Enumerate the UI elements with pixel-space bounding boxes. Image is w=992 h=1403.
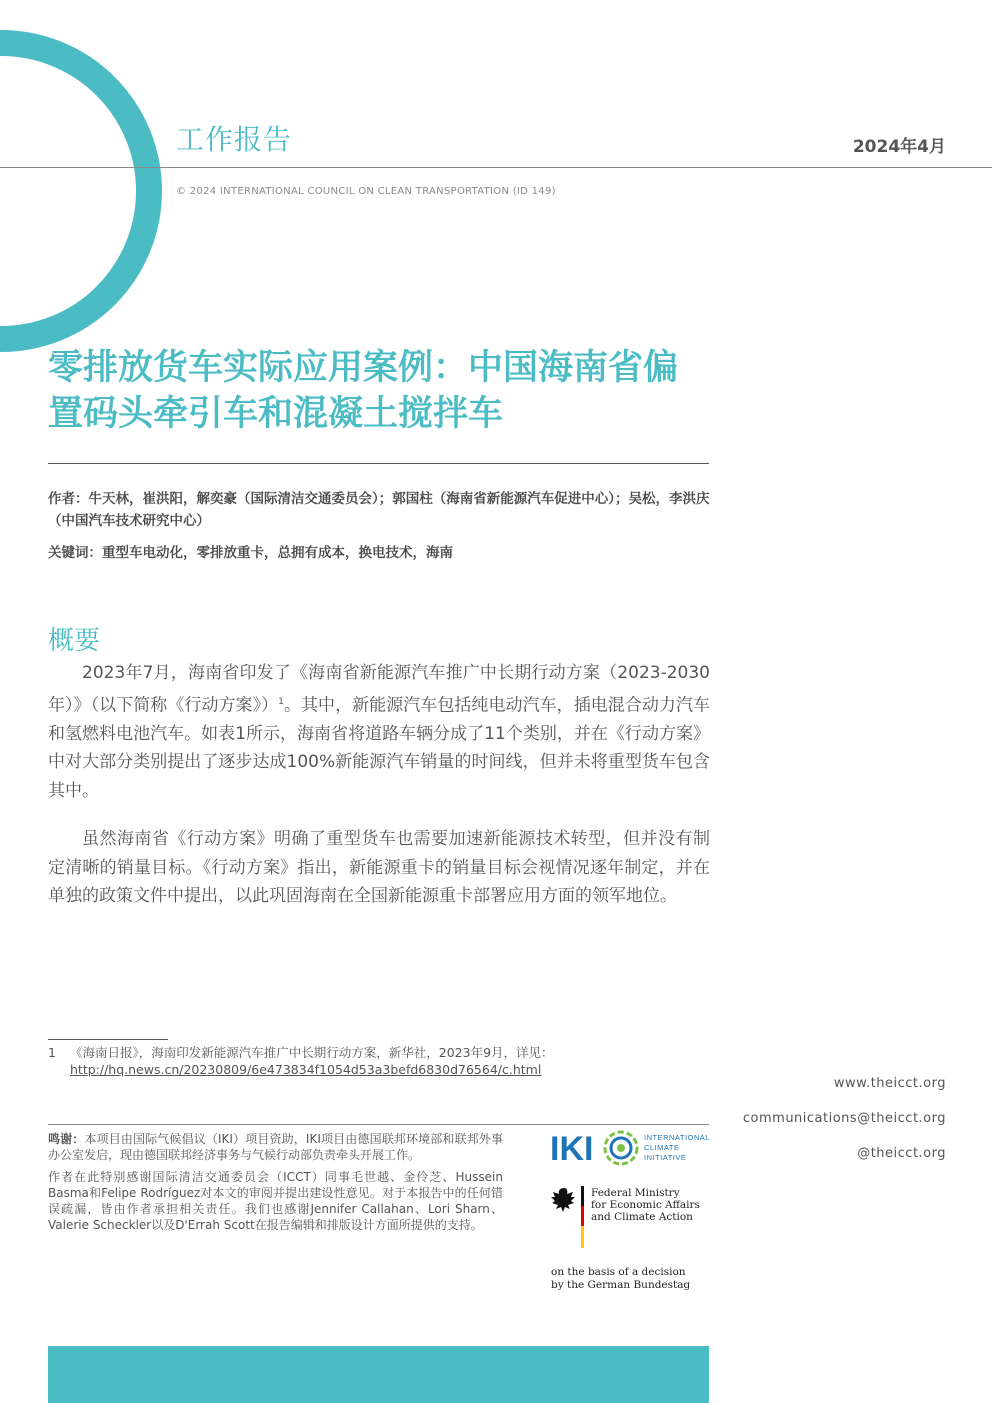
authors-text: 牛天林，崔洪阳，解奕豪（国际清洁交通委员会）；郭国柱（海南省新能源汽车促进中心）；吴松，李洪庆（中国汽车技术研究中心） xyxy=(48,491,710,529)
section-heading-summary: 概要 xyxy=(48,626,101,656)
ministry-line-2: for Economic Affairs xyxy=(591,1199,700,1211)
keywords xyxy=(48,542,713,564)
eagle-emblem-icon xyxy=(551,1188,575,1212)
authors-label: 作者： xyxy=(48,491,89,507)
contact-social-handle[interactable]: @theicct.org xyxy=(857,1146,946,1161)
ministry-line-1: Federal Ministry xyxy=(591,1187,680,1199)
document-title xyxy=(48,345,718,437)
iki-line-1: INTERNATIONAL xyxy=(644,1133,710,1142)
report-type: 工作报告 xyxy=(176,123,293,156)
title-divider xyxy=(48,463,709,464)
keywords-text: 重型车电动化，零排放重卡，总拥有成本，换电技术，海南 xyxy=(102,545,453,561)
title-line-1: 零排放货车实际应用案例：中国海南省偏 xyxy=(48,348,679,388)
decision-line-2: by the German Bundestag xyxy=(551,1279,691,1291)
footer-color-bar xyxy=(48,1346,709,1403)
footnote-body xyxy=(70,1044,710,1078)
footnote xyxy=(48,1044,710,1078)
contact-website[interactable]: www.theicct.org xyxy=(833,1076,946,1091)
iki-ring-icon xyxy=(605,1132,637,1164)
summary-paragraph-2: 虽然海南省《行动方案》明确了重型货车也需要加速新能源技术转型，但并没有制定清晰的销量目标。《行动方案》指出，新能源重卡的销量目标会视情况逐年制定，并在单独的政策文件中提出，以此巩固海南在全国新能源重卡部署应用方面的领军地位。 xyxy=(48,829,710,906)
acknowledgments-label: 鸣谢： xyxy=(48,1132,85,1146)
acknowledgments-divider xyxy=(48,1124,709,1125)
iki-logo xyxy=(550,1128,720,1168)
paragraph-1-part-a: 2023年7月，海南省印发了《海南省新能源汽车推广中长期行动方案（2023-2030年）》（以下简称《行动方案》） xyxy=(48,663,710,716)
acknowledgments-text-1: 本项目由国际气候倡议（IKI）项目资助，IKI项目由德国联邦环境部和联邦外事办公室发启，现由德国联邦经济事务与气候行动部负责牵头开展工作。 xyxy=(48,1132,503,1162)
acknowledgments-paragraph-1 xyxy=(48,1131,503,1163)
title-line-2: 置码头牵引车和混凝土搅拌车 xyxy=(48,394,504,434)
decision-line-1: on the basis of a decision xyxy=(551,1266,686,1278)
acknowledgments-paragraph-2: 作者在此特别感谢国际清洁交通委员会（ICCT）同事毛世越、金伶芝、Hussein Basma和Felipe Rodríguez对本文的审阅并提出建设性意见。对于本报告中的任何错误疏漏，皆由作者承担相关责任。我们也感谢Jennifer Callahan、Lori Sharn、Valerie Scheckler以及D'Errah Scott在报告编辑和排版设计方面所提供的支持。 xyxy=(48,1170,503,1232)
copyright-notice: © 2024 INTERNATIONAL COUNCIL ON CLEAN TRANSPORTATION (ID 149) xyxy=(176,186,556,197)
footnote-divider xyxy=(48,1039,168,1040)
bundestag-decision-note xyxy=(551,1266,690,1292)
footnote-link[interactable]: http://hq.news.cn/20230809/6e473834f1054d53a3befd6830d76564/c.html xyxy=(70,1062,542,1077)
footnote-text: 《海南日报》，海南印发新能源汽车推广中长期行动方案，新华社，2023年9月，详见： xyxy=(70,1045,554,1060)
flag-stripe-gold xyxy=(581,1226,584,1248)
iki-line-2: CLIMATE xyxy=(644,1143,680,1152)
federal-ministry-logo xyxy=(550,1184,730,1250)
acknowledgments xyxy=(48,1131,503,1239)
footnote-ref-1[interactable]: 1 xyxy=(278,696,284,707)
iki-logo-text: IKI xyxy=(550,1130,594,1168)
header-divider xyxy=(0,167,992,168)
flag-stripe-red xyxy=(581,1206,584,1226)
footnote-number: 1 xyxy=(48,1045,56,1060)
summary-paragraph-1 xyxy=(48,659,710,805)
ministry-line-3: and Climate Action xyxy=(591,1211,693,1223)
decorative-ring xyxy=(0,30,162,352)
iki-line-3: INITIATIVE xyxy=(644,1153,687,1162)
authors xyxy=(48,488,713,532)
paragraph-1-part-b: 。其中，新能源汽车包括纯电动汽车，插电混合动力汽车和氢燃料电池汽车。如表1所示，海南省将道路车辆分成了11个类别，并在《行动方案》中对大部分类别提出了逐步达成100%新能源汽车销量的时间线，但并未将重型货车包含其中。 xyxy=(48,695,711,801)
report-date: 2024年4月 xyxy=(852,137,946,157)
contact-email[interactable]: communications@theicct.org xyxy=(742,1111,946,1126)
keywords-label: 关键词： xyxy=(48,545,102,561)
flag-stripe-black xyxy=(581,1186,584,1206)
